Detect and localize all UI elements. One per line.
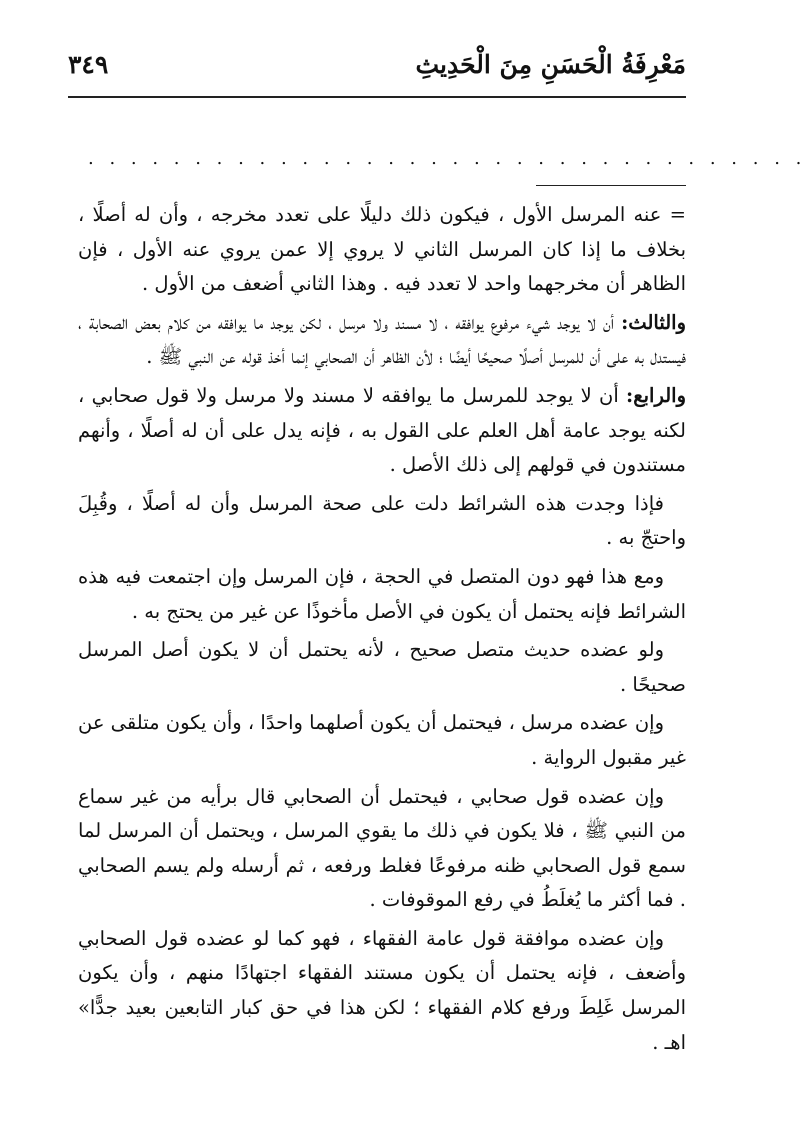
paragraph-1 <box>78 198 686 302</box>
paragraph-6 <box>78 633 686 702</box>
paragraph-3 <box>78 379 686 483</box>
ellipsis-divider: . . . . . . . . . . . . . . . . . . . . . . . . . . . . . . . . . . <box>88 148 806 169</box>
paragraph-text: ومع هذا فهو دون المتصل في الحجة ، فإن المرسل وإن اجتمعت فيه هذه الشرائط فإنه يحتمل أن يكون في الأصل مأخوذًا عن غير من يحتج به . <box>78 564 686 623</box>
paragraph-9 <box>78 922 686 1060</box>
paragraph-text: أن لا يوجد شيء مرفوع يوافقه ، لا مسند ولا مرسل ، لكن يوجد ما يوافقه من كلام بعض الصحابة ، فيستدل به على أن للمرسل أصلًا صحيحًا أيضًا ؛ لأن الظاهر أن الصحابي إنما أخذ قوله عن النبي ﷺ . <box>78 310 686 369</box>
paragraph-lead: والثالث: <box>621 310 686 334</box>
paragraph-8 <box>78 780 686 918</box>
paragraph-4 <box>78 487 686 556</box>
paragraph-text: أن لا يوجد للمرسل ما يوافقه لا مسند ولا مرسل ولا قول صحابي ، لكنه يوجد عامة أهل العلم على القول به ، فإنه يدل على أن له أصلًا ، وأنهم مستندون في قولهم إلى ذلك الأصل . <box>78 383 686 477</box>
main-text <box>78 198 686 1064</box>
paragraph-5 <box>78 560 686 629</box>
paragraph-text: = عنه المرسل الأول ، فيكون ذلك دليلًا على تعدد مخرجه ، وأن له أصلًا ، بخلاف ما إذا كان المرسل الثاني لا يروي إلا عمن يروي عنه الأول ، فإن الظاهر أن مخرجهما واحد لا تعدد فيه . وهذا الثاني أضعف من الأول . <box>78 203 686 296</box>
paragraph-text: ولو عضده حديث متصل صحيح ، لأنه يحتمل أن لا يكون أصل المرسل صحيحًا . <box>78 638 686 696</box>
paragraph-lead: والرابع: <box>626 383 686 407</box>
page-header <box>68 44 686 98</box>
paragraph-text: وإن عضده مرسل ، فيحتمل أن يكون أصلهما واحدًا ، وأن يكون متلقى عن غير مقبول الرواية . <box>78 711 686 769</box>
paragraph-text: فإذا وجدت هذه الشرائط دلت على صحة المرسل وأن له أصلًا ، وقُبِلَ واحتجّ به . <box>78 491 686 550</box>
running-title: مَعْرِفَةُ الْحَسَنِ مِنَ الْحَدِيثِ <box>415 50 686 79</box>
footnote-separator <box>536 185 686 186</box>
paragraph-7 <box>78 706 686 775</box>
paragraph-text: وإن عضده قول صحابي ، فيحتمل أن الصحابي قال برأيه من غير سماع من النبي ﷺ ، فلا يكون في ذلك ما يقوي المرسل ، ويحتمل أن المرسل لما سمع قول الصحابي ظنه مرفوعًا فغلط ورفعه ، ثم أرسله ولم يسم الصحابي . فما أكثر ما يُغلَطُ في رفع الموقوفات . <box>78 784 686 912</box>
page-number: ٣٤٩ <box>68 50 109 79</box>
paragraph-text: وإن عضده موافقة قول عامة الفقهاء ، فهو كما لو عضده قول الصحابي وأضعف ، فإنه يحتمل أن يكون مستند الفقهاء اجتهادًا منهم ، وأن يكون المرسل غَلِطَ ورفع كلام الفقهاء ؛ لكن هذا في حق كبار التابعين بعيد جدًّا» اهـ . <box>78 926 686 1054</box>
paragraph-2 <box>78 306 686 375</box>
